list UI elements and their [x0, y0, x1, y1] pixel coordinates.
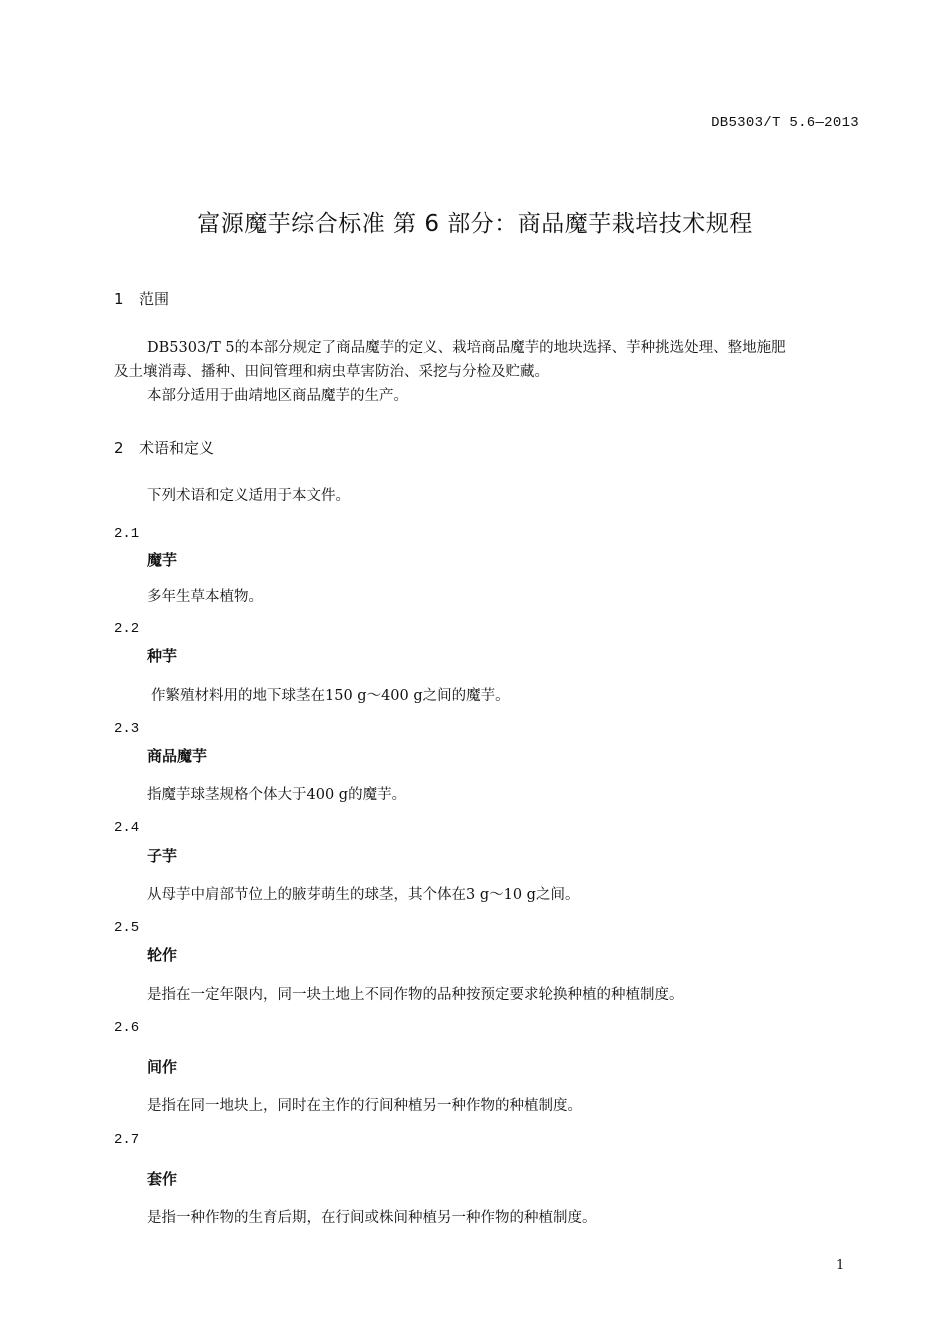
term-title: 套作: [147, 1170, 178, 1188]
section-number: 2: [114, 439, 124, 457]
term-title: 间作: [147, 1058, 178, 1076]
section-number: 1: [114, 290, 124, 308]
term-definition: 是指在一定年限内，同一块土地上不同作物的品种按预定要求轮换种植的种植制度。: [147, 987, 684, 1003]
term-title: 子芋: [147, 847, 178, 865]
term-definition: 指魔芋球茎规格个体大于400 g的魔芋。: [147, 787, 407, 803]
term-definition: 是指一种作物的生育后期，在行间或株间种植另一种作物的种植制度。: [147, 1210, 597, 1226]
term-number: 2.1: [114, 526, 140, 542]
paragraph: 本部分适用于曲靖地区商品魔芋的生产。: [147, 388, 408, 404]
term-number: 2.4: [114, 820, 140, 836]
term-title: 魔芋: [147, 551, 178, 569]
term-title: 种芋: [147, 647, 178, 665]
term-number: 2.6: [114, 1020, 140, 1036]
term-number: 2.5: [114, 920, 140, 936]
term-definition: 作繁殖材料用的地下球茎在150 g～400 g之间的魔芋。: [151, 688, 510, 704]
page-number: 1: [836, 1258, 845, 1273]
page-title: 富源魔芋综合标准 第 6 部分：商品魔芋栽培技术规程: [197, 211, 753, 237]
section-title: 术语和定义: [139, 439, 215, 457]
paragraph-continuation: 及土壤消毒、播种、田间管理和病虫草害防治、采挖与分检及贮藏。: [114, 364, 549, 380]
document-code: DB5303/T 5.6—2013: [711, 115, 859, 131]
term-definition: 多年生草本植物。: [147, 589, 263, 605]
term-title: 轮作: [147, 946, 178, 964]
paragraph: 下列术语和定义适用于本文件。: [147, 488, 350, 504]
term-definition: 从母芋中肩部节位上的腋芽萌生的球茎，其个体在3 g～10 g之间。: [147, 887, 580, 903]
term-number: 2.2: [114, 621, 140, 637]
term-definition: 是指在同一地块上，同时在主作的行间种植另一种作物的种植制度。: [147, 1098, 582, 1114]
term-title: 商品魔芋: [147, 747, 208, 765]
term-number: 2.3: [114, 721, 140, 737]
section-heading: [114, 437, 214, 458]
section-heading: [114, 288, 169, 309]
section-title: 范围: [139, 290, 170, 308]
paragraph: DB5303/T 5的本部分规定了商品魔芋的定义、栽培商品魔芋的地块选择、芋种挑选处理、整地施肥: [147, 340, 786, 356]
term-number: 2.7: [114, 1132, 140, 1148]
